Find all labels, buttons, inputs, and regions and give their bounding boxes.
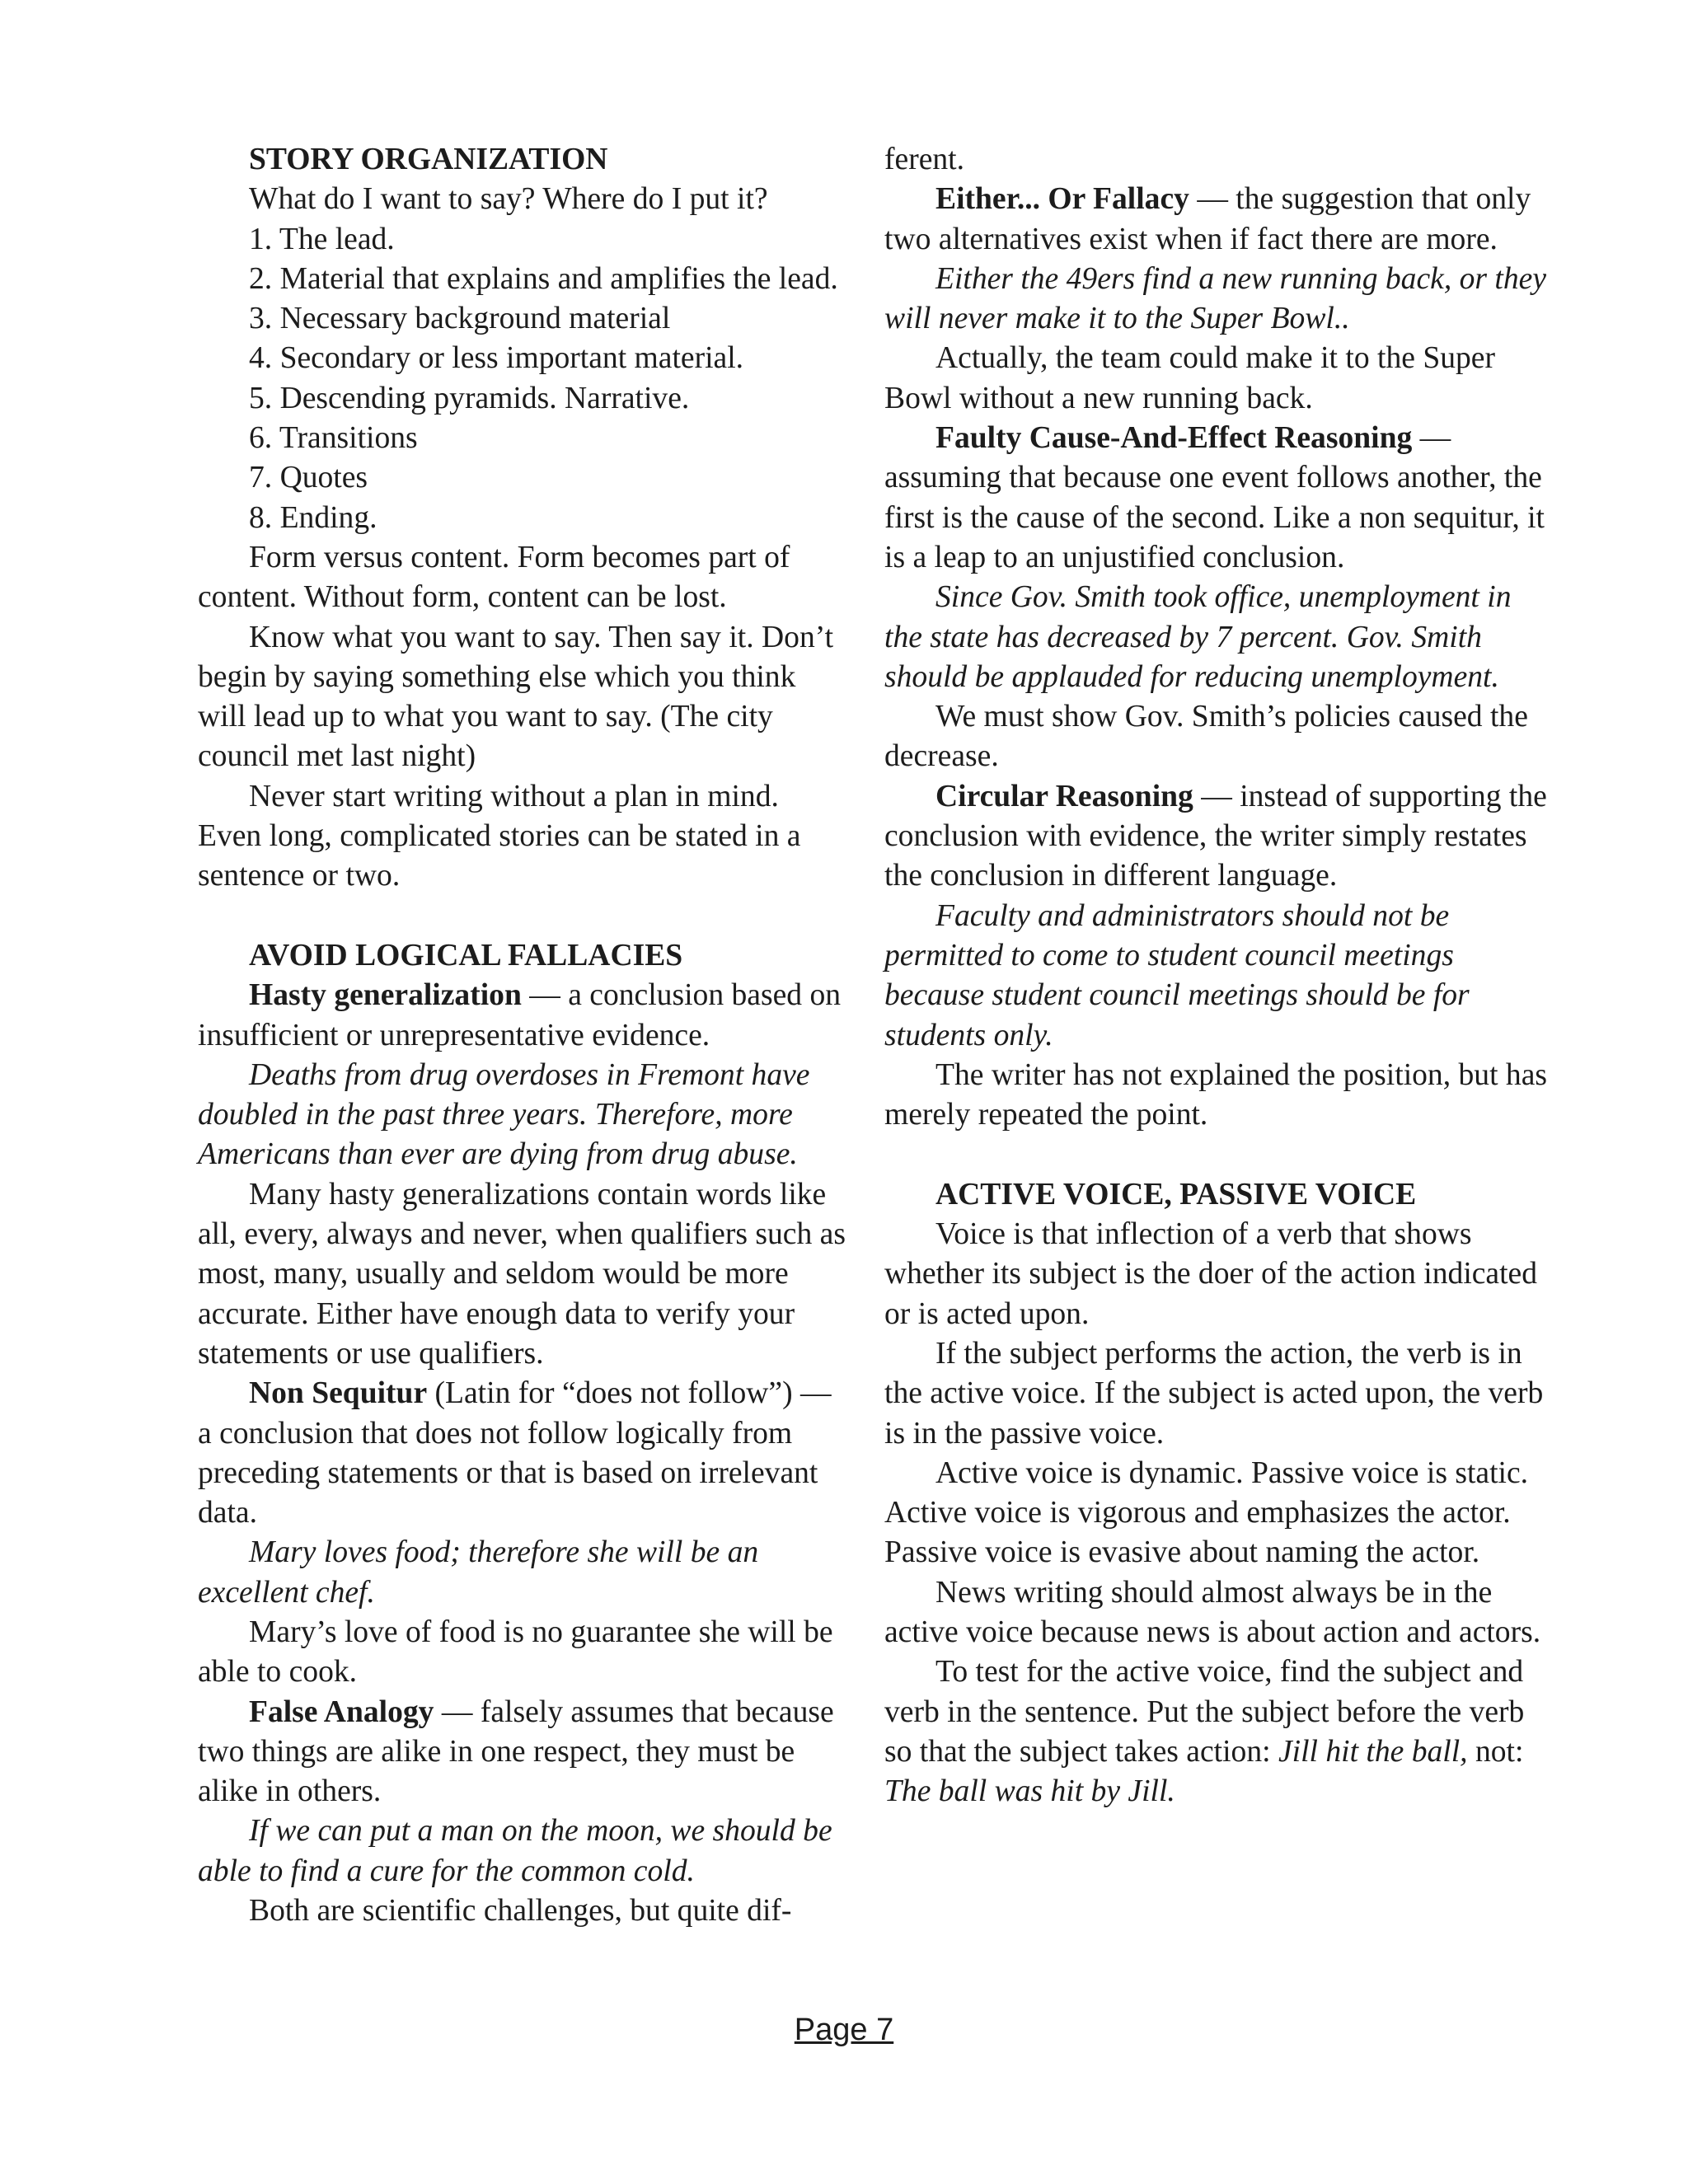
circular-reasoning-definition — [884, 777, 1552, 897]
story-item: 1. The lead. — [249, 222, 395, 256]
faulty-cause-note: We must show Gov. Smith’s policies caused the decrease. — [884, 700, 1528, 774]
hasty-generalization-definition — [198, 976, 849, 1056]
faulty-cause-definition — [884, 419, 1552, 578]
right-column — [884, 140, 1552, 1811]
hasty-generalization-note: Many hasty generalizations contain words like all, every, always and never, when qualifiers such as most, many, usually and seldom would be more accurate. Either have enough data to verify your statements or use qualifiers. — [198, 1177, 846, 1371]
false-analogy-example — [198, 1811, 849, 1891]
story-item: 7. Quotes — [249, 461, 368, 495]
section-spacer — [198, 897, 849, 936]
hasty-generalization-text: — a conclusion based on insufficient or unrepresentative evidence. — [198, 978, 842, 1052]
faulty-cause-example — [884, 578, 1552, 697]
story-intro: What do I want to say? Where do I put it? — [249, 182, 768, 217]
example-text: Either the 49ers find a new running back, or they will never make it to the Super Bowl.. — [884, 261, 1547, 336]
example-text: If we can put a man on the moon, we should be able to find a cure for the common cold. — [198, 1814, 832, 1888]
plan-paragraph: Never start writing without a plan in mind. Even long, complicated stories can be stated in a sentence or two. — [198, 779, 801, 893]
non-sequitur-example — [198, 1533, 849, 1613]
hasty-generalization-term: Hasty generalization — [249, 978, 522, 1013]
voice-paragraph-5-text: To test for the active voice, find the subject and verb in the sentence. Put the subject before the verb so that the subject takes action: — [884, 1655, 1525, 1769]
non-sequitur-term: Non Sequitur — [249, 1376, 428, 1411]
page-number: Page 7 — [794, 2013, 894, 2047]
know-paragraph: Know what you want to say. Then say it. Don’t begin by saying something else which you think will lead up to what you want to say. (The city council met last night) — [198, 620, 834, 774]
non-sequitur-definition — [198, 1374, 849, 1533]
faulty-cause-text: — assuming that because one event follows another, the first is the cause of the second. Like a non sequitur, it is a leap to an unjustified conclusion. — [884, 421, 1545, 574]
passive-example: The ball was hit by Jill. — [884, 1774, 1175, 1809]
story-item: 8. Ending. — [249, 500, 377, 535]
false-analogy-text: — falsely assumes that because two things are alike in one respect, they must be alike in others. — [198, 1694, 834, 1809]
circular-reasoning-term: Circular Reasoning — [935, 779, 1193, 813]
form-paragraph: Form versus content. Form becomes part of content. Without form, content can be lost. — [198, 540, 790, 615]
example-text: Faculty and administrators should not be permitted to come to student council meetings because student council meetings should be for students only. — [884, 898, 1470, 1052]
either-or-text: — the suggestion that only two alternatives exist when if fact there are more. — [884, 182, 1531, 256]
voice-paragraph-1: Voice is that inflection of a verb that shows whether its subject is the doer of the action indicated or is acted upon. — [884, 1217, 1538, 1331]
section-spacer — [884, 1135, 1552, 1174]
either-or-example — [884, 260, 1552, 340]
story-item: 3. Necessary background material — [249, 302, 671, 336]
section-heading-logical-fallacies: AVOID LOGICAL FALLACIES — [249, 938, 683, 972]
voice-paragraph-4: News writing should almost always be in the active voice because news is about action and actors. — [884, 1575, 1541, 1649]
false-analogy-term: False Analogy — [249, 1694, 434, 1729]
non-sequitur-note: Mary’s love of food is no guarantee she will be able to cook. — [198, 1615, 833, 1690]
story-item: 5. Descending pyramids. Narrative. — [249, 381, 690, 415]
false-analogy-note-end: ferent. — [884, 143, 965, 176]
story-item: 2. Material that explains and amplifies the lead. — [249, 261, 838, 296]
voice-paragraph-5 — [884, 1652, 1552, 1811]
voice-paragraph-2: If the subject performs the action, the verb is in the active voice. If the subject is acted upon, the verb is in the passive voice. — [884, 1336, 1544, 1451]
voice-paragraph-3: Active voice is dynamic. Passive voice is static. Active voice is vigorous and emphasizes the actor. Passive voice is evasive about naming the actor. — [884, 1455, 1529, 1570]
circular-reasoning-example — [884, 897, 1552, 1056]
hasty-generalization-example — [198, 1056, 849, 1175]
either-or-note: Actually, the team could make it to the Super Bowl without a new running back. — [884, 341, 1495, 415]
example-text: Mary loves food; therefore she will be an excellent chef. — [198, 1535, 759, 1610]
voice-paragraph-5-connector: not: — [1467, 1734, 1524, 1769]
active-example: Jill hit the ball, — [1278, 1734, 1468, 1769]
section-heading-active-passive-voice: ACTIVE VOICE, PASSIVE VOICE — [935, 1177, 1417, 1212]
circular-reasoning-note: The writer has not explained the position, but has merely repeated the point. — [884, 1057, 1548, 1132]
left-column — [198, 140, 849, 1931]
either-or-term: Either... Or Fallacy — [935, 182, 1189, 217]
story-item: 6. Transitions — [249, 421, 418, 456]
either-or-definition — [884, 180, 1552, 260]
faulty-cause-term: Faulty Cause-And-Effect Reasoning — [935, 421, 1413, 456]
circular-reasoning-text: — instead of supporting the conclusion with evidence, the writer simply restates the conclusion in different language. — [884, 779, 1547, 893]
non-sequitur-text: (Latin for “does not follow”) — a conclusion that does not follow logically from preceding statements or that is based on irrelevant data. — [198, 1376, 832, 1530]
example-text: Since Gov. Smith took office, unemployment in the state has decreased by 7 percent. Gov. Smith should be applauded for reducing unemployment. — [884, 580, 1512, 694]
section-heading-story-organization: STORY ORGANIZATION — [249, 143, 608, 176]
example-text: Deaths from drug overdoses in Fremont have doubled in the past three years. Therefore, more Americans than ever are dying from drug abuse. — [198, 1057, 810, 1172]
false-analogy-definition — [198, 1693, 849, 1812]
story-item: 4. Secondary or less important material. — [249, 341, 744, 376]
false-analogy-note-start: Both are scientific challenges, but quite dif- — [249, 1894, 792, 1929]
